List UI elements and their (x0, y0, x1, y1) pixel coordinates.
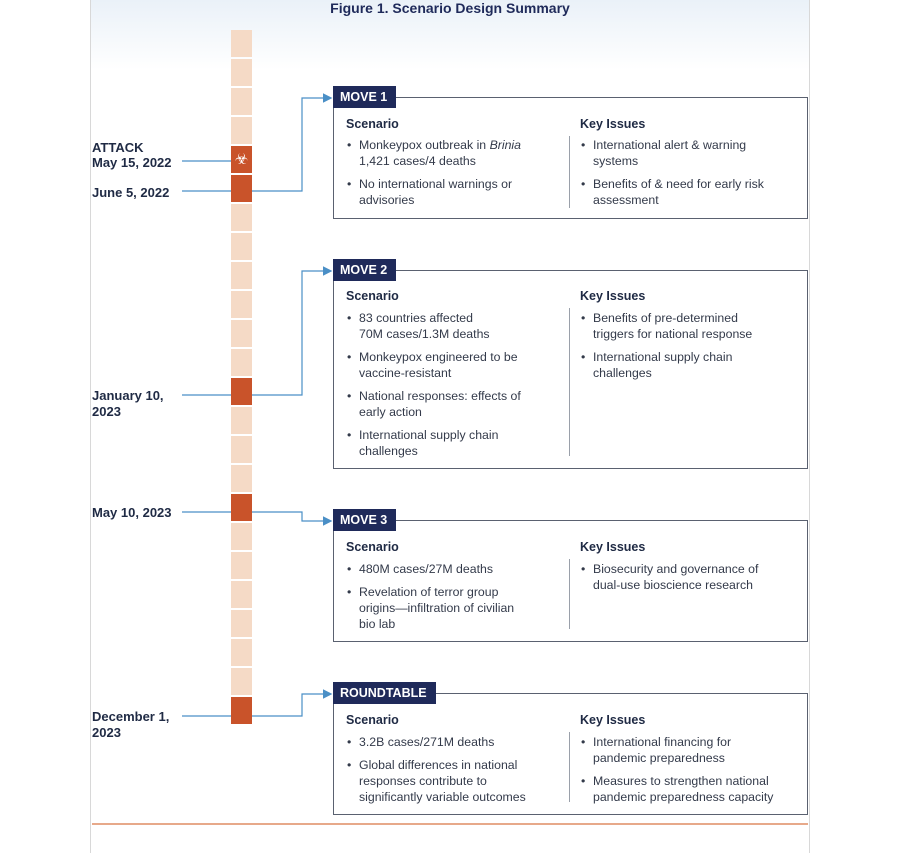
move1-issues-list (579, 137, 799, 215)
move2-issues-heading: Key Issues (580, 289, 646, 303)
list-item: • International supply chain challenges (345, 427, 560, 459)
timeline-segment (231, 320, 252, 347)
list-item: • International supply chain challenges (579, 349, 799, 381)
roundtable-tag: ROUNDTABLE (333, 682, 436, 704)
move1-scenario-list (345, 137, 560, 215)
list-item: • Benefits of pre-determined triggers for national response (579, 310, 799, 342)
biohazard-icon: ☣ (234, 150, 249, 168)
list-item: • 83 countries affected 70M cases/1.3M deaths (345, 310, 560, 342)
roundtable-issues-list (579, 734, 799, 812)
timeline-segment-active (231, 697, 252, 724)
timeline-segment (231, 610, 252, 637)
move2-scenario-list (345, 310, 560, 466)
timeline-segment (231, 117, 252, 144)
timeline-segment (231, 30, 252, 57)
date-label-move2: January 10, 2023 (92, 388, 164, 419)
move2-issues-list (579, 310, 799, 388)
move3-issues-list (579, 561, 799, 600)
move3-tag: MOVE 3 (333, 509, 396, 531)
bottom-rule (92, 823, 808, 825)
list-item: • International financing for pandemic preparedness (579, 734, 799, 766)
move1-tag: MOVE 1 (333, 86, 396, 108)
timeline-segment (231, 204, 252, 231)
move2-scenario-heading: Scenario (346, 289, 399, 303)
move3-divider (569, 559, 570, 629)
timeline-segment (231, 639, 252, 666)
move2-divider (569, 308, 570, 456)
frame-border-left (90, 0, 91, 853)
roundtable-divider (569, 732, 570, 802)
roundtable-scenario-list (345, 734, 560, 812)
list-item: • Biosecurity and governance of dual-use bioscience research (579, 561, 799, 593)
move3-scenario-heading: Scenario (346, 540, 399, 554)
move1-issues-heading: Key Issues (580, 117, 646, 131)
move2-tag: MOVE 2 (333, 259, 396, 281)
timeline-segment (231, 581, 252, 608)
date-label-roundtable: December 1, 2023 (92, 709, 170, 740)
timeline-segment-active (231, 494, 252, 521)
list-item: • Global differences in national responses contribute to significantly variable outcomes (345, 757, 560, 805)
timeline-segment (231, 233, 252, 260)
attack-label: ATTACK (92, 140, 144, 155)
timeline-segment (231, 59, 252, 86)
timeline-segment (231, 465, 252, 492)
move1-scenario-heading: Scenario (346, 117, 399, 131)
roundtable-issues-heading: Key Issues (580, 713, 646, 727)
timeline-segment (231, 436, 252, 463)
list-item: • Revelation of terror group origins—infiltration of civilian bio lab (345, 584, 560, 632)
move3-scenario-list (345, 561, 560, 639)
move3-issues-heading: Key Issues (580, 540, 646, 554)
date-label-attack: May 15, 2022 (92, 155, 172, 170)
timeline-segment (231, 262, 252, 289)
timeline-segment (231, 668, 252, 695)
list-item: • No international warnings or advisories (345, 176, 560, 208)
list-item: • 3.2B cases/271M deaths (345, 734, 560, 750)
timeline-segment-attack (231, 146, 252, 173)
timeline-segment (231, 407, 252, 434)
list-item: • National responses: effects of early action (345, 388, 560, 420)
date-label-move3: May 10, 2023 (92, 505, 172, 520)
timeline-segment (231, 523, 252, 550)
list-item: • International alert & warning systems (579, 137, 799, 169)
timeline-bar (231, 30, 252, 730)
timeline-segment (231, 552, 252, 579)
figure-title: Figure 1. Scenario Design Summary (330, 0, 570, 16)
list-item: • Monkeypox engineered to be vaccine-resistant (345, 349, 560, 381)
timeline-segment (231, 349, 252, 376)
list-item: • Measures to strengthen national pandemic preparedness capacity (579, 773, 799, 805)
move1-divider (569, 136, 570, 208)
list-item: • Monkeypox outbreak in Brinia 1,421 cases/4 deaths (345, 137, 560, 169)
frame-border-right (809, 0, 810, 853)
timeline-segment-active (231, 378, 252, 405)
timeline-segment (231, 291, 252, 318)
list-item: • 480M cases/27M deaths (345, 561, 560, 577)
date-label-move1: June 5, 2022 (92, 185, 170, 200)
timeline-segment-active (231, 175, 252, 202)
roundtable-scenario-heading: Scenario (346, 713, 399, 727)
list-item: • Benefits of & need for early risk assessment (579, 176, 799, 208)
timeline-segment (231, 88, 252, 115)
